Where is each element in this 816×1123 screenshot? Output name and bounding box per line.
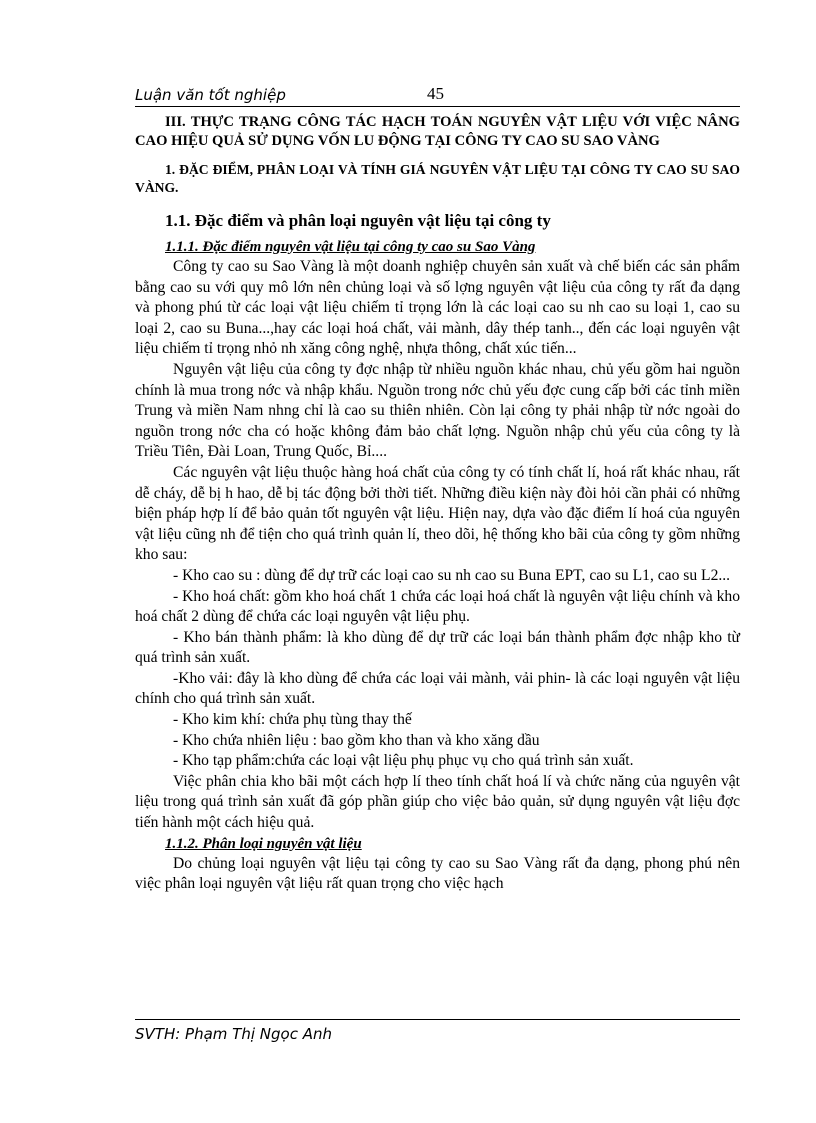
heading-1-1: 1.1. Đặc điểm và phân loại nguyên vật liệu tại công ty [165, 211, 551, 230]
paragraph: Việc phân chia kho bãi một cách hợp lí theo tính chất hoá lí và chức năng của nguyên vật liệu trong quá trình sản xuất đã góp phần giúp cho việc bảo quản, sử dụng nguyên vật liệu đợc tiến hành một cách hiệu quả. [135, 772, 740, 832]
page-number: 45 [427, 84, 444, 103]
list-item-warehouse: - Kho cao su : dùng để dự trữ các loại cao su nh cao su Buna EPT, cao su L1, cao su L2... [173, 566, 731, 584]
page-header [135, 84, 740, 107]
section-title: III. THỰC TRẠNG CÔNG TÁC HẠCH TOÁN NGUYÊN VẬT LIỆU VỚI VIỆC NÂNG CAO HIỆU QUẢ SỬ DỤNG VỐN LU ĐỘNG TẠI CÔNG TY CAO SU SAO VÀNG [135, 114, 740, 149]
list-item-warehouse: - Kho hoá chất: gồm kho hoá chất 1 chứa các loại hoá chất là nguyên vật liệu chính và kho hoá chất 2 dùng để chứa các loại nguyên vật liệu phụ. [135, 587, 740, 626]
document-body [135, 113, 740, 895]
paragraph: Do chủng loại nguyên vật liệu tại công ty cao su Sao Vàng rất đa dạng, phong phú nên việc phân loại nguyên vật liệu rất quan trọng cho việc hạch [135, 854, 740, 893]
list-item-warehouse: -Kho vải: đây là kho dùng để chứa các loại vải mành, vải phin- là các loại nguyên vật liệu chính cho quá trình sản xuất. [135, 669, 740, 708]
footer-author: SVTH: Phạm Thị Ngọc Anh [135, 1025, 332, 1043]
page-footer [135, 1019, 740, 1043]
section-subtitle: 1. ĐẶC ĐIỂM, PHÂN LOẠI VÀ TÍNH GIÁ NGUYÊN VẬT LIỆU TẠI CÔNG TY CAO SU SAO VÀNG. [135, 162, 740, 195]
list-item-warehouse: - Kho tạp phẩm:chứa các loại vật liệu phụ phục vụ cho quá trình sản xuất. [173, 752, 634, 770]
paragraph: Nguyên vật liệu của công ty đợc nhập từ nhiều nguồn khác nhau, chủ yếu gồm hai nguồn chính là mua trong nớc và nhập khẩu. Nguồn trong nớc chủ yếu đợc cung cấp bởi các tỉnh miền Trung và miền Nam nhng chỉ là cao su thiên nhiên. Còn lại công ty phải nhập từ nớc ngoài do nguồn trong nớc cha có hoặc không đảm bảo chất lợng. Nguồn nhập chủ yếu của công ty là Triều Tiên, Đài Loan, Trung Quốc, Bỉ.... [135, 360, 740, 461]
list-item-warehouse: - Kho chứa nhiên liệu : bao gồm kho than và kho xăng dầu [173, 731, 540, 749]
list-item-warehouse: - Kho kim khí: chứa phụ tùng thay thế [173, 711, 412, 729]
heading-1-1-2: 1.1.2. Phân loại nguyên vật liệu [165, 835, 362, 852]
header-thesis-label: Luận văn tốt nghiệp [135, 86, 286, 104]
paragraph: Các nguyên vật liệu thuộc hàng hoá chất của công ty có tính chất lí, hoá rất khác nhau, rất dễ cháy, dễ bị h hao, dễ bị tác động bởi thời tiết. Những điều kiện này đòi hỏi cần phải có những biện pháp hợp lí để bảo quản tốt nguyên vật liệu. Hiện nay, dựa vào đặc điểm lí hoá của nguyên vật liệu cũng nh để tiện cho quá trình quản lí, theo dõi, hệ thống kho bãi của công ty gồm những kho sau: [135, 463, 740, 564]
list-item-warehouse: - Kho bán thành phẩm: là kho dùng để dự trữ các loại bán thành phẩm đợc nhập kho từ quá trình sản xuất. [135, 628, 740, 667]
heading-1-1-1: 1.1.1. Đặc điểm nguyên vật liệu tại công ty cao su Sao Vàng [165, 239, 536, 255]
paragraph: Công ty cao su Sao Vàng là một doanh nghiệp chuyên sản xuất và chế biến các sản phẩm bằng cao su với quy mô lớn nên chủng loại và số lợng nguyên vật liệu của công ty rất đa dạng và phong phú từ các loại vật liệu chiếm tỉ trọng lớn là các loại cao su nh cao su loại 1, cao su loại 2, cao su Buna...,hay các loại hoá chất, vải mành, dây thép tanh.., đến các loại nguyên vật liệu chiếm tỉ trọng nhỏ nh xăng công nghệ, nhựa thông, chất xúc tiến... [135, 258, 740, 358]
